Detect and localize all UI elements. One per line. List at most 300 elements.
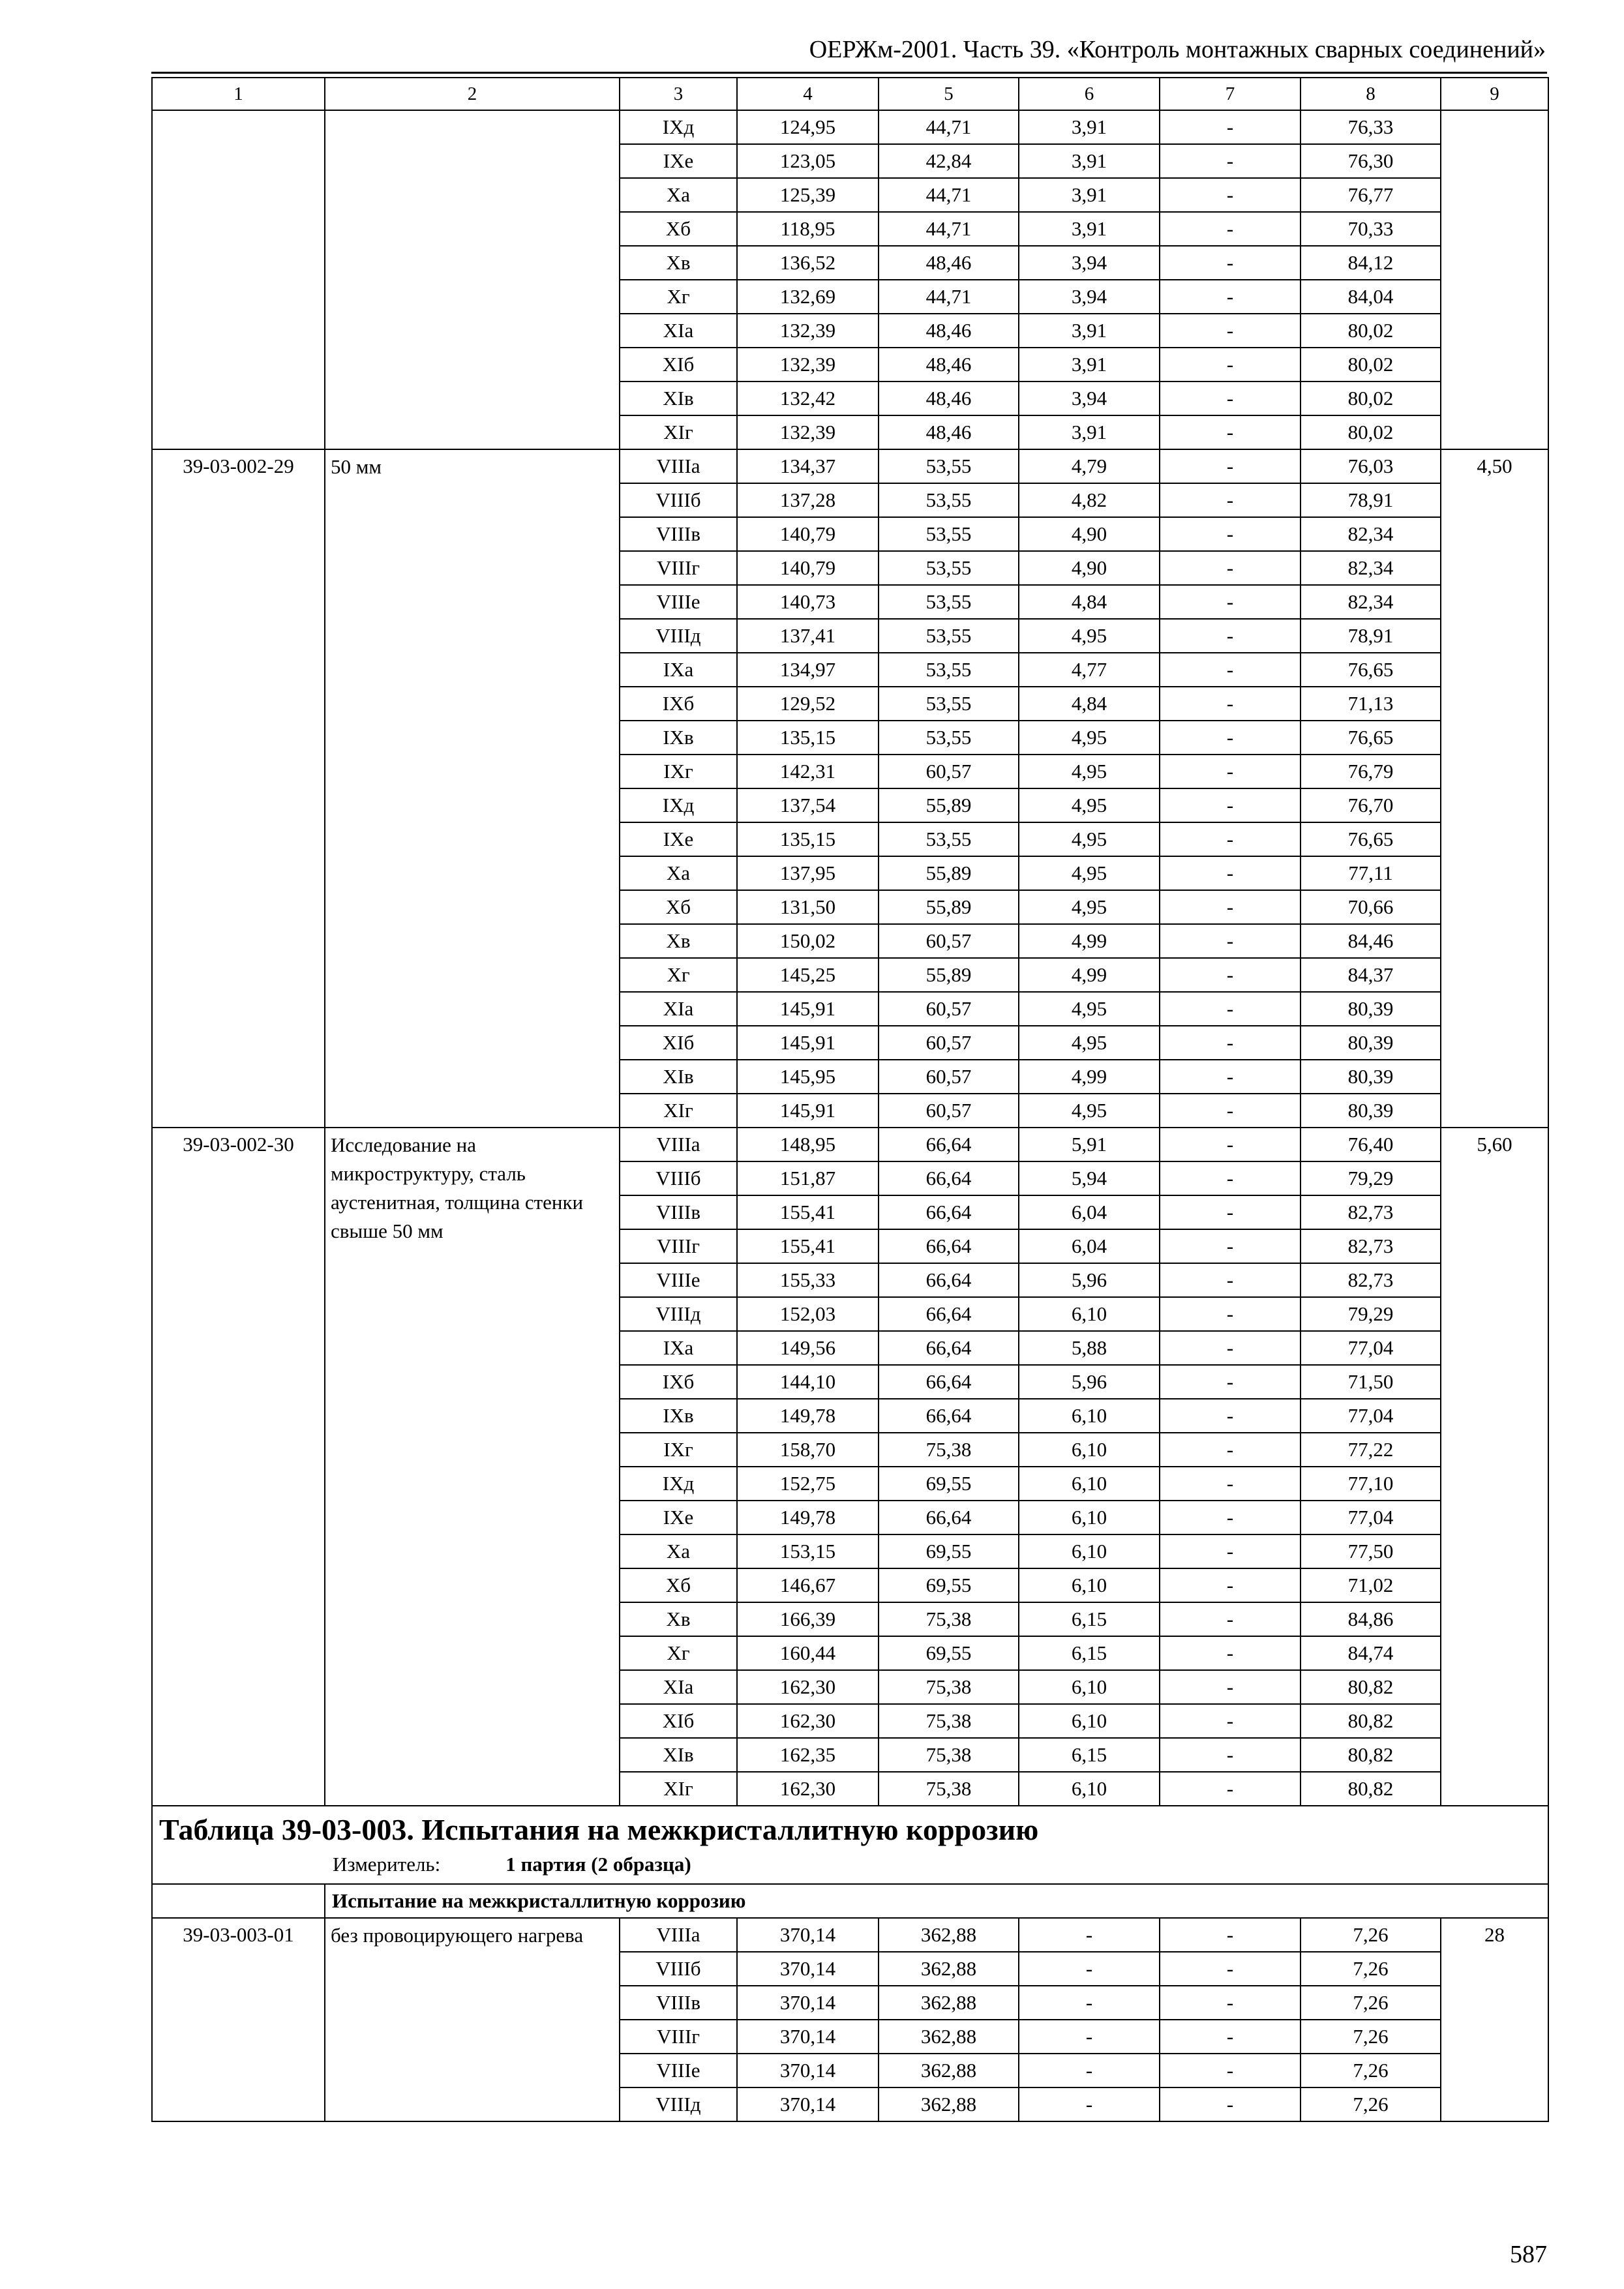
value-cell: 148,95: [737, 1128, 879, 1161]
value-cell: -: [1160, 721, 1301, 755]
value-cell: 55,89: [879, 788, 1019, 822]
value-cell: 3,91: [1019, 110, 1160, 144]
value-cell: 145,91: [737, 992, 879, 1026]
value-cell: 60,57: [879, 755, 1019, 788]
value-cell: 48,46: [879, 314, 1019, 348]
column-number: 6: [1019, 78, 1160, 110]
value-cell: -: [1019, 1952, 1160, 1986]
value-cell: -: [1019, 1986, 1160, 2020]
value-cell: 66,64: [879, 1128, 1019, 1161]
value-cell: -: [1160, 415, 1301, 449]
zone-cell: Xa: [620, 178, 737, 212]
continued-code-cell: [152, 110, 325, 449]
value-cell: 153,15: [737, 1534, 879, 1568]
value-cell: -: [1160, 1060, 1301, 1094]
value-cell: -: [1160, 449, 1301, 483]
value-cell: 60,57: [879, 992, 1019, 1026]
zone-cell: VIIIб: [620, 483, 737, 517]
value-cell: 6,10: [1019, 1534, 1160, 1568]
value-cell: -: [1160, 992, 1301, 1026]
value-cell: 84,46: [1301, 924, 1441, 958]
value-cell: -: [1160, 1128, 1301, 1161]
zone-cell: IXe: [620, 144, 737, 178]
value-cell: 4,95: [1019, 755, 1160, 788]
value-cell: 132,39: [737, 314, 879, 348]
value-cell: 4,77: [1019, 653, 1160, 687]
value-cell: -: [1160, 619, 1301, 653]
table-section-cell: [152, 1806, 1548, 1884]
value-cell: 149,56: [737, 1331, 879, 1365]
value-cell: 69,55: [879, 1467, 1019, 1501]
item-code: 39-03-003-01: [152, 1918, 325, 2121]
value-cell: 4,95: [1019, 788, 1160, 822]
value-cell: 69,55: [879, 1568, 1019, 1602]
value-cell: 370,14: [737, 2054, 879, 2087]
value-cell: 149,78: [737, 1501, 879, 1534]
value-cell: 4,95: [1019, 822, 1160, 856]
value-cell: 3,91: [1019, 144, 1160, 178]
value-cell: -: [1160, 1918, 1301, 1952]
value-cell: 80,82: [1301, 1670, 1441, 1704]
table-row: [152, 1128, 1548, 1161]
value-cell: 84,37: [1301, 958, 1441, 992]
value-cell: 7,26: [1301, 1918, 1441, 1952]
value-cell: 4,99: [1019, 958, 1160, 992]
value-cell: -: [1160, 1263, 1301, 1297]
zone-cell: Xa: [620, 856, 737, 890]
value-cell: 53,55: [879, 687, 1019, 721]
value-cell: 6,10: [1019, 1399, 1160, 1433]
zone-cell: VIIIг: [620, 2020, 737, 2054]
table-body: [152, 78, 1548, 2121]
value-cell: 66,64: [879, 1263, 1019, 1297]
value-cell: 140,73: [737, 585, 879, 619]
zone-cell: VIIIв: [620, 1195, 737, 1229]
value-cell: 7,26: [1301, 2054, 1441, 2087]
value-cell: 66,64: [879, 1297, 1019, 1331]
zone-cell: XIб: [620, 1026, 737, 1060]
value-cell: 4,95: [1019, 1094, 1160, 1128]
value-cell: 145,25: [737, 958, 879, 992]
value-cell: 84,86: [1301, 1602, 1441, 1636]
value-cell: 44,71: [879, 280, 1019, 314]
value-cell: 6,15: [1019, 1602, 1160, 1636]
value-cell: 76,33: [1301, 110, 1441, 144]
value-cell: 370,14: [737, 1918, 879, 1952]
value-cell: 77,04: [1301, 1331, 1441, 1365]
value-cell: 3,94: [1019, 382, 1160, 415]
value-cell: -: [1160, 1952, 1301, 1986]
value-cell: 80,39: [1301, 1094, 1441, 1128]
value-cell: -: [1019, 2020, 1160, 2054]
value-cell: 3,91: [1019, 415, 1160, 449]
zone-cell: XIг: [620, 1772, 737, 1806]
value-cell: 75,38: [879, 1670, 1019, 1704]
value-cell: 160,44: [737, 1636, 879, 1670]
value-cell: 6,10: [1019, 1501, 1160, 1534]
value-cell: 6,10: [1019, 1568, 1160, 1602]
value-cell: 4,99: [1019, 924, 1160, 958]
zone-cell: VIIIa: [620, 1918, 737, 1952]
running-header: ОЕРЖм-2001. Часть 39. «Контроль монтажных сварных соединений»: [809, 36, 1546, 63]
value-cell: 6,10: [1019, 1297, 1160, 1331]
value-cell: 71,13: [1301, 687, 1441, 721]
subheading-code-cell: [152, 1884, 325, 1918]
value-cell: 7,26: [1301, 1986, 1441, 2020]
zone-cell: Xг: [620, 280, 737, 314]
value-cell: 75,38: [879, 1704, 1019, 1738]
value-cell: 3,94: [1019, 280, 1160, 314]
value-cell: -: [1160, 1467, 1301, 1501]
value-cell: -: [1160, 280, 1301, 314]
zone-cell: IXв: [620, 721, 737, 755]
value-cell: 140,79: [737, 551, 879, 585]
zone-cell: IXг: [620, 1433, 737, 1467]
value-cell: 162,35: [737, 1738, 879, 1772]
table-row: [152, 110, 1548, 144]
value-cell: 132,42: [737, 382, 879, 415]
value-cell: 75,38: [879, 1772, 1019, 1806]
value-cell: -: [1160, 382, 1301, 415]
value-cell: 5,88: [1019, 1331, 1160, 1365]
column-number: 1: [152, 78, 325, 110]
value-cell: 362,88: [879, 2087, 1019, 2121]
value-cell: 53,55: [879, 653, 1019, 687]
value-cell: -: [1160, 1568, 1301, 1602]
zone-cell: XIв: [620, 1738, 737, 1772]
value-cell: 3,91: [1019, 212, 1160, 246]
column-number: 2: [325, 78, 620, 110]
value-cell: 77,11: [1301, 856, 1441, 890]
zone-cell: IXд: [620, 1467, 737, 1501]
value-cell: 4,84: [1019, 585, 1160, 619]
value-cell: 66,64: [879, 1399, 1019, 1433]
value-cell: 48,46: [879, 348, 1019, 382]
value-cell: 75,38: [879, 1602, 1019, 1636]
value-cell: 137,41: [737, 619, 879, 653]
value-cell: -: [1160, 1026, 1301, 1060]
value-cell: 3,94: [1019, 246, 1160, 280]
value-cell: 55,89: [879, 856, 1019, 890]
zone-cell: IXг: [620, 755, 737, 788]
value-cell: 149,78: [737, 1399, 879, 1433]
value-cell: 362,88: [879, 2054, 1019, 2087]
value-cell: 4,90: [1019, 517, 1160, 551]
value-cell: 78,91: [1301, 619, 1441, 653]
value-cell: 82,73: [1301, 1195, 1441, 1229]
value-cell: -: [1160, 788, 1301, 822]
value-cell: 152,03: [737, 1297, 879, 1331]
value-cell: -: [1160, 483, 1301, 517]
value-cell: -: [1160, 1331, 1301, 1365]
column-number: 3: [620, 78, 737, 110]
value-cell: -: [1160, 1229, 1301, 1263]
value-cell: 146,67: [737, 1568, 879, 1602]
value-cell: -: [1160, 1704, 1301, 1738]
item-norm: 4,50: [1441, 449, 1548, 1128]
zone-cell: IXe: [620, 1501, 737, 1534]
value-cell: 48,46: [879, 415, 1019, 449]
zone-cell: IXб: [620, 1365, 737, 1399]
value-cell: -: [1160, 1772, 1301, 1806]
value-cell: -: [1160, 822, 1301, 856]
value-cell: 129,52: [737, 687, 879, 721]
table-section-row: [152, 1806, 1548, 1884]
value-cell: 125,39: [737, 178, 879, 212]
zone-cell: IXд: [620, 788, 737, 822]
value-cell: -: [1160, 1986, 1301, 2020]
zone-cell: Xг: [620, 1636, 737, 1670]
value-cell: -: [1160, 1365, 1301, 1399]
value-cell: 135,15: [737, 822, 879, 856]
value-cell: 80,02: [1301, 382, 1441, 415]
value-cell: 135,15: [737, 721, 879, 755]
value-cell: 53,55: [879, 483, 1019, 517]
value-cell: -: [1160, 314, 1301, 348]
value-cell: 44,71: [879, 178, 1019, 212]
value-cell: 82,34: [1301, 585, 1441, 619]
value-cell: 53,55: [879, 551, 1019, 585]
value-cell: -: [1160, 2087, 1301, 2121]
value-cell: 6,15: [1019, 1636, 1160, 1670]
zone-cell: Xa: [620, 1534, 737, 1568]
value-cell: -: [1160, 1297, 1301, 1331]
value-cell: 370,14: [737, 1952, 879, 1986]
value-cell: -: [1160, 1195, 1301, 1229]
value-cell: 3,91: [1019, 314, 1160, 348]
value-cell: 132,69: [737, 280, 879, 314]
value-cell: 5,91: [1019, 1128, 1160, 1161]
continued-description-cell: [325, 110, 620, 449]
zone-cell: VIIIг: [620, 1229, 737, 1263]
column-number: 4: [737, 78, 879, 110]
zone-cell: XIa: [620, 1670, 737, 1704]
value-cell: 370,14: [737, 2087, 879, 2121]
value-cell: 76,03: [1301, 449, 1441, 483]
value-cell: -: [1160, 585, 1301, 619]
value-cell: 80,39: [1301, 1060, 1441, 1094]
meter-line: [159, 1849, 1541, 1879]
value-cell: 145,91: [737, 1094, 879, 1128]
value-cell: 77,04: [1301, 1399, 1441, 1433]
zone-cell: XIв: [620, 1060, 737, 1094]
value-cell: 77,50: [1301, 1534, 1441, 1568]
zone-cell: VIIIe: [620, 585, 737, 619]
value-cell: -: [1160, 1636, 1301, 1670]
value-cell: 82,34: [1301, 517, 1441, 551]
value-cell: 155,41: [737, 1195, 879, 1229]
value-cell: 4,95: [1019, 992, 1160, 1026]
zone-cell: VIIIб: [620, 1161, 737, 1195]
value-cell: 80,02: [1301, 314, 1441, 348]
value-cell: 162,30: [737, 1704, 879, 1738]
value-cell: -: [1160, 551, 1301, 585]
value-cell: 80,02: [1301, 415, 1441, 449]
value-cell: 5,96: [1019, 1365, 1160, 1399]
item-norm: 5,60: [1441, 1128, 1548, 1806]
value-cell: 6,10: [1019, 1433, 1160, 1467]
zone-cell: Xв: [620, 1602, 737, 1636]
zone-cell: Xб: [620, 890, 737, 924]
value-cell: 140,79: [737, 517, 879, 551]
value-cell: -: [1160, 178, 1301, 212]
value-cell: 162,30: [737, 1670, 879, 1704]
value-cell: 5,94: [1019, 1161, 1160, 1195]
value-cell: 6,04: [1019, 1229, 1160, 1263]
meter-value: 1 партия (2 образца): [505, 1853, 691, 1876]
value-cell: 69,55: [879, 1636, 1019, 1670]
value-cell: 158,70: [737, 1433, 879, 1467]
zone-cell: XIa: [620, 314, 737, 348]
value-cell: -: [1160, 1399, 1301, 1433]
value-cell: 77,04: [1301, 1501, 1441, 1534]
value-cell: 4,95: [1019, 890, 1160, 924]
value-cell: 166,39: [737, 1602, 879, 1636]
item-code: 39-03-002-30: [152, 1128, 325, 1806]
value-cell: 76,65: [1301, 721, 1441, 755]
value-cell: -: [1019, 2054, 1160, 2087]
zone-cell: VIIIд: [620, 619, 737, 653]
value-cell: 53,55: [879, 449, 1019, 483]
value-cell: 80,82: [1301, 1772, 1441, 1806]
item-code: 39-03-002-29: [152, 449, 325, 1128]
value-cell: 80,39: [1301, 1026, 1441, 1060]
zone-cell: XIб: [620, 1704, 737, 1738]
value-cell: 70,66: [1301, 890, 1441, 924]
value-cell: -: [1160, 924, 1301, 958]
zone-cell: Xг: [620, 958, 737, 992]
value-cell: 66,64: [879, 1229, 1019, 1263]
value-cell: 6,15: [1019, 1738, 1160, 1772]
value-cell: 66,64: [879, 1501, 1019, 1534]
item-norm: 28: [1441, 1918, 1548, 2121]
value-cell: 362,88: [879, 2020, 1019, 2054]
value-cell: 66,64: [879, 1365, 1019, 1399]
value-cell: 132,39: [737, 415, 879, 449]
value-cell: -: [1160, 755, 1301, 788]
value-cell: 6,10: [1019, 1670, 1160, 1704]
zone-cell: IXд: [620, 110, 737, 144]
value-cell: 60,57: [879, 924, 1019, 958]
value-cell: 55,89: [879, 958, 1019, 992]
value-cell: 76,40: [1301, 1128, 1441, 1161]
value-cell: 6,04: [1019, 1195, 1160, 1229]
value-cell: 53,55: [879, 822, 1019, 856]
value-cell: 71,02: [1301, 1568, 1441, 1602]
value-cell: -: [1160, 517, 1301, 551]
value-cell: 362,88: [879, 1986, 1019, 2020]
zone-cell: XIг: [620, 1094, 737, 1128]
value-cell: 150,02: [737, 924, 879, 958]
value-cell: 134,97: [737, 653, 879, 687]
zone-cell: VIIIe: [620, 1263, 737, 1297]
value-cell: 60,57: [879, 1026, 1019, 1060]
value-cell: 370,14: [737, 2020, 879, 2054]
column-number: 9: [1441, 78, 1548, 110]
value-cell: 6,10: [1019, 1467, 1160, 1501]
zone-cell: IXe: [620, 822, 737, 856]
value-cell: -: [1160, 1534, 1301, 1568]
value-cell: 82,73: [1301, 1263, 1441, 1297]
subheading: Испытание на межкристаллитную коррозию: [325, 1884, 1548, 1918]
value-cell: 362,88: [879, 1952, 1019, 1986]
value-cell: -: [1019, 2087, 1160, 2121]
zone-cell: IXб: [620, 687, 737, 721]
value-cell: 7,26: [1301, 1952, 1441, 1986]
zone-cell: Xв: [620, 924, 737, 958]
value-cell: 71,50: [1301, 1365, 1441, 1399]
value-cell: 82,73: [1301, 1229, 1441, 1263]
rates-table: [151, 77, 1549, 2122]
value-cell: 3,91: [1019, 178, 1160, 212]
continued-norm-cell: [1441, 110, 1548, 449]
zone-cell: XIб: [620, 348, 737, 382]
value-cell: 144,10: [737, 1365, 879, 1399]
value-cell: -: [1160, 890, 1301, 924]
value-cell: 152,75: [737, 1467, 879, 1501]
value-cell: 75,38: [879, 1738, 1019, 1772]
value-cell: 80,02: [1301, 348, 1441, 382]
item-description: Исследование на микроструктуру, сталь аустенитная, толщина стенки свыше 50 мм: [325, 1128, 620, 1806]
item-description: без провоцирующего нагрева: [325, 1918, 620, 2121]
value-cell: -: [1160, 1602, 1301, 1636]
value-cell: -: [1160, 212, 1301, 246]
value-cell: 66,64: [879, 1195, 1019, 1229]
value-cell: 69,55: [879, 1534, 1019, 1568]
value-cell: 5,96: [1019, 1263, 1160, 1297]
value-cell: 77,22: [1301, 1433, 1441, 1467]
zone-cell: VIIIa: [620, 449, 737, 483]
value-cell: 84,74: [1301, 1636, 1441, 1670]
value-cell: 4,95: [1019, 619, 1160, 653]
value-cell: 53,55: [879, 517, 1019, 551]
value-cell: 3,91: [1019, 348, 1160, 382]
value-cell: 76,70: [1301, 788, 1441, 822]
zone-cell: XIг: [620, 415, 737, 449]
value-cell: 4,82: [1019, 483, 1160, 517]
value-cell: 78,91: [1301, 483, 1441, 517]
value-cell: 48,46: [879, 382, 1019, 415]
value-cell: -: [1160, 1738, 1301, 1772]
column-number: 8: [1301, 78, 1441, 110]
value-cell: 80,82: [1301, 1704, 1441, 1738]
value-cell: 4,99: [1019, 1060, 1160, 1094]
value-cell: 60,57: [879, 1094, 1019, 1128]
zone-cell: VIIIв: [620, 1986, 737, 2020]
value-cell: 370,14: [737, 1986, 879, 2020]
value-cell: 145,91: [737, 1026, 879, 1060]
value-cell: 362,88: [879, 1918, 1019, 1952]
value-cell: 4,95: [1019, 721, 1160, 755]
value-cell: 6,10: [1019, 1704, 1160, 1738]
zone-cell: VIIIг: [620, 551, 737, 585]
zone-cell: XIa: [620, 992, 737, 1026]
zone-cell: VIIIe: [620, 2054, 737, 2087]
value-cell: 4,95: [1019, 856, 1160, 890]
table-title: Таблица 39-03-003. Испытания на межкристаллитную коррозию: [159, 1813, 1039, 1846]
value-cell: 4,84: [1019, 687, 1160, 721]
value-cell: -: [1160, 687, 1301, 721]
value-cell: 80,39: [1301, 992, 1441, 1026]
column-number: 5: [879, 78, 1019, 110]
value-cell: 6,10: [1019, 1772, 1160, 1806]
value-cell: 76,77: [1301, 178, 1441, 212]
value-cell: -: [1160, 1501, 1301, 1534]
value-cell: 137,54: [737, 788, 879, 822]
zone-cell: VIIIб: [620, 1952, 737, 1986]
value-cell: 7,26: [1301, 2020, 1441, 2054]
zone-cell: VIIIв: [620, 517, 737, 551]
